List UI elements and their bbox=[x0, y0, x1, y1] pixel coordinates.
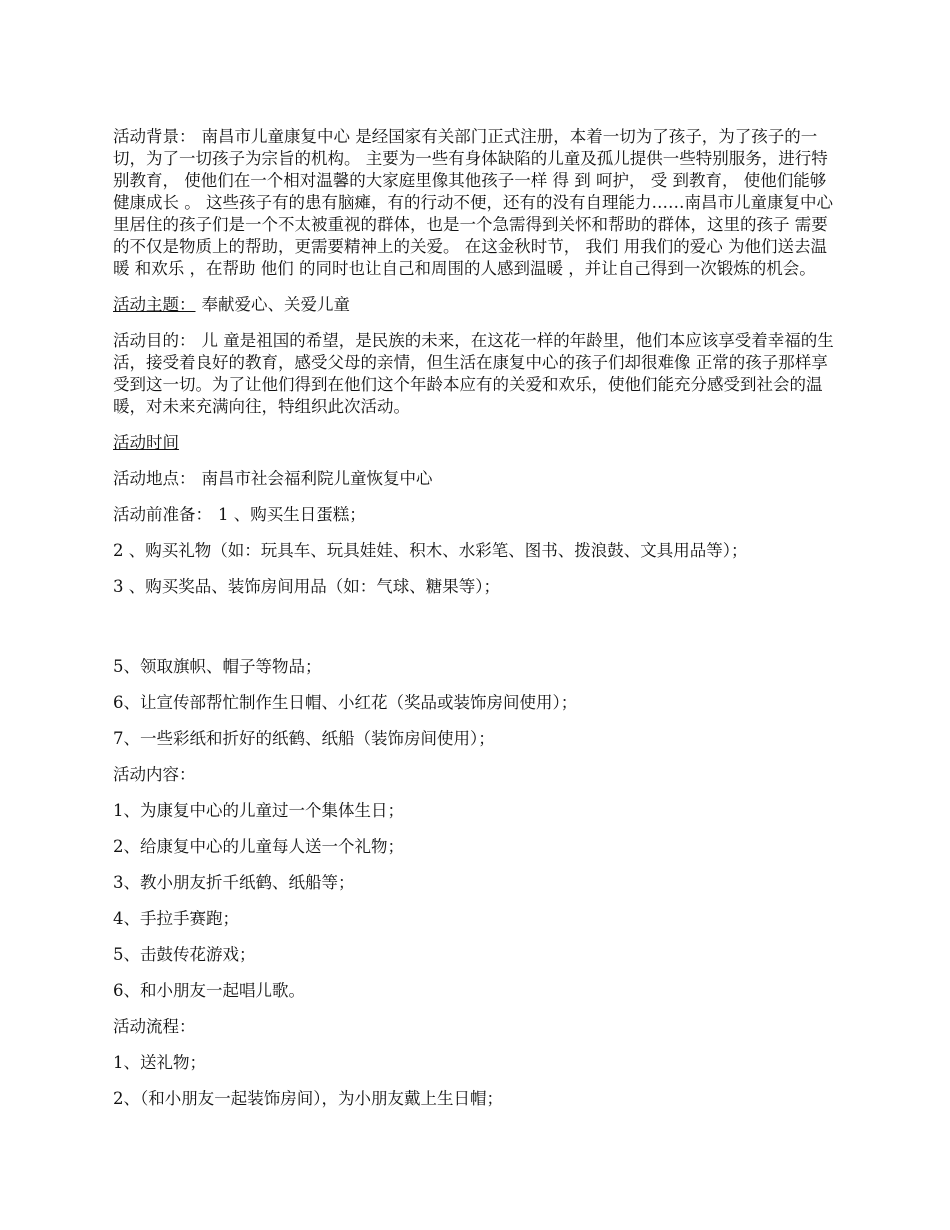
theme-label: 活动主题： bbox=[113, 295, 196, 314]
background-label: 活动背景： bbox=[113, 127, 196, 146]
time-heading: 活动时间 bbox=[113, 433, 179, 452]
theme-text: 奉献爱心、关爱儿童 bbox=[201, 295, 350, 314]
background-paragraph bbox=[113, 126, 838, 280]
theme-line bbox=[113, 294, 838, 316]
location-line bbox=[113, 468, 838, 490]
content-item: 5、击鼓传花游戏； bbox=[113, 945, 256, 964]
preparation-label: 活动前准备： bbox=[113, 505, 212, 524]
preparation-item: 7、一些彩纸和折好的纸鹤、纸船（装饰房间使用）； bbox=[113, 729, 495, 748]
content-item: 1、为康复中心的儿童过一个集体生日； bbox=[113, 801, 404, 820]
purpose-paragraph bbox=[113, 330, 838, 418]
preparation-line bbox=[113, 504, 838, 526]
preparation-first-item: 1 、购买生日蛋糕； bbox=[218, 505, 366, 524]
purpose-label: 活动目的： bbox=[113, 331, 196, 350]
preparation-item: 5、领取旗帜、帽子等物品； bbox=[113, 657, 322, 676]
location-label: 活动地点： bbox=[113, 469, 196, 488]
content-heading: 活动内容： bbox=[113, 765, 196, 784]
process-heading: 活动流程： bbox=[113, 1017, 196, 1036]
purpose-text: 儿 童是祖国的希望，是民族的未来，在这花一样的年龄里，他们本应该享受着幸福的生活，接受着良好的教育，感受父母的亲情，但生活在康复中心的孩子们却很难像 正常的孩子那样享受到这一切。为了让他们得到在他们这个年龄本应有的关爱和欢乐，使他们能充分感受到社会的温暖，对未来充满向往，特组织此次活动。 bbox=[113, 331, 834, 416]
preparation-item: 2 、购买礼物（如：玩具车、玩具娃娃、积木、水彩笔、图书、拨浪鼓、文具用品等）； bbox=[113, 541, 748, 560]
process-item: 1、送礼物； bbox=[113, 1053, 206, 1072]
content-item: 2、给康复中心的儿童每人送一个礼物； bbox=[113, 837, 404, 856]
location-text: 南昌市社会福利院儿童恢复中心 bbox=[201, 469, 433, 488]
process-item: 2、（和小朋友一起装饰房间），为小朋友戴上生日帽； bbox=[113, 1089, 503, 1108]
content-item: 4、手拉手赛跑； bbox=[113, 909, 239, 928]
preparation-item: 6、让宣传部帮忙制作生日帽、小红花（奖品或装饰房间使用）； bbox=[113, 693, 578, 712]
background-text: 南昌市儿童康复中心 是经国家有关部门正式注册，本着一切为了孩子，为了孩子的一切，为了一切孩子为宗旨的机构。 主要为一些有身体缺陷的儿童及孤儿提供一些特别服务，进行特别教育， 使他们在一个相对温馨的大家庭里像其他孩子一样 得 到 呵护， 受 到教育， 使他们能够健康成长 。 这些孩子有的患有脑瘫，有的行动不便，还有的没有自理能力……南昌市儿童康复中心里居住的孩子们是一个不太被重视的群体，也是一个急需得到关怀和帮助的群体，这里的孩子 需要的不仅是物质上的帮助，更需要精神上的关爱。 在这金秋时节， 我们 用我们的爱心 为他们送去温暖 和欢乐 ，在帮助 他们 的同时也让自己和周围的人感到温暖 ，并让自己得到一次锻炼的机会。 bbox=[113, 127, 833, 278]
content-item: 6、和小朋友一起唱儿歌。 bbox=[113, 981, 305, 1000]
document-page bbox=[113, 126, 838, 1110]
preparation-item: 3 、购买奖品、装饰房间用品（如：气球、糖果等）； bbox=[113, 577, 500, 596]
content-item: 3、教小朋友折千纸鹤、纸船等； bbox=[113, 873, 355, 892]
